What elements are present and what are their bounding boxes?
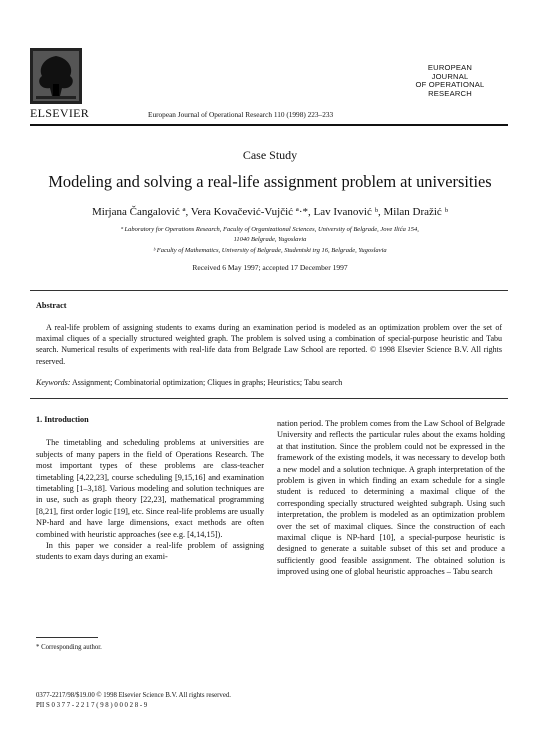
abstract-heading: Abstract — [36, 301, 67, 310]
keywords-list: Assignment; Combinatorial optimization; Cliques in graphs; Heuristics; Tabu search — [71, 378, 343, 387]
brand-line: EUROPEAN — [427, 63, 473, 72]
left-column — [36, 414, 264, 563]
body-paragraph: The timetabling and scheduling problems at universities are subjects of many papers in the field of Operations Research. The most important types of these problems are class-teacher timetabling [4,22,23], course scheduling [9,15,16] and examination timetabling [1–3,18]. Various modeling and solution techniques are in use, such as graph theory [22,23], mathematical programming [8,21], first order logic [19], etc. Since real-life problems are usually NP-hard and have large dimensions, exact methods are often combined with heuristic approaches (see e.g. [4,14,15]). — [36, 438, 264, 539]
header-rule — [30, 124, 508, 126]
keywords-line — [36, 378, 342, 387]
affiliation-b: ᵇ Faculty of Mathematics, University of Belgrade, Studentski trg 16, Belgrade, Yugoslavia — [153, 247, 387, 254]
abstract-bottom-rule — [30, 398, 508, 399]
copyright-block — [36, 691, 231, 711]
journal-citation: European Journal of Operational Research 110 (1998) 223–233 — [148, 110, 334, 119]
brand-line: JOURNAL — [431, 71, 469, 81]
body-paragraph: In this paper we consider a real-life problem of assigning students to exam days during an exami- — [36, 541, 264, 562]
footnote: * Corresponding author. — [36, 644, 102, 651]
brand-line: OF OPERATIONAL — [415, 80, 485, 90]
elsevier-tree-logo — [30, 48, 82, 104]
article-title: Modeling and solving a real-life assignment problem at universities — [48, 172, 492, 191]
publisher-name: ELSEVIER — [30, 106, 90, 120]
body-paragraph: nation period. The problem comes from the Law School of Belgrade University and reflects the particular rules about the exams holding at that institution. Since the problem could not be expressed in the framework of the existing models, it was necessary to develop both a new model and a solution technique. A graph interpretation of the problem is given in which finding an exam schedule for a single student is reduced to determining a maximal clique of the corresponding specially structured weighted subgraph. Using such interpretation, the problem is modeled as an optimization problem over the set of maximal cliques. Since the construction of each maximal clique is NP-hard [10], a special-purpose heuristic is designed to generate a suitable subset of this set and produce a sufficiently good feasible assignment. The obtained solution is improved using one of global heuristic approaches – Tabu search — [277, 419, 505, 577]
section-heading: 1. Introduction — [36, 415, 89, 424]
abstract-text: A real-life problem of assigning students to exams during an examination period is modeled as an optimization problem over the set of maximal cliques of a specially structured weighted graph. The problem is solved using a combination of special-purpose heuristic and Tabu search. Numerical results of experiments with real-life data from Belgrade Law School are reported. © 1998 Elsevier Science B.V. All rights reserved. — [36, 323, 502, 366]
article-type: Case Study — [242, 148, 298, 162]
brand-line: RESEARCH — [428, 88, 472, 98]
journal-brand — [396, 64, 504, 98]
affiliation-a: ª Laboratory for Operations Research, Faculty of Organizational Sciences, University of Belgrade, Jove Ilića 154, — [121, 226, 419, 233]
pii-line: PII S 0 3 7 7 - 2 2 1 7 ( 9 8 ) 0 0 0 2 8 - 9 — [36, 702, 148, 709]
footnote-rule — [36, 637, 98, 638]
keywords-label: Keywords: — [36, 378, 71, 387]
received-dates: Received 6 May 1997; accepted 17 December 1997 — [192, 263, 348, 272]
affiliation-a-city: 11040 Belgrade, Yugoslavia — [233, 236, 307, 243]
author-list: Mirjana Čangalović ª, Vera Kovačević-Vujčić ª·*, Lav Ivanović ᵇ, Milan Dražić ᵇ — [92, 206, 448, 218]
right-column — [277, 418, 505, 578]
abstract-top-rule — [30, 290, 508, 291]
copyright-line: 0377-2217/98/$19.00 © 1998 Elsevier Science B.V. All rights reserved. — [36, 692, 231, 699]
